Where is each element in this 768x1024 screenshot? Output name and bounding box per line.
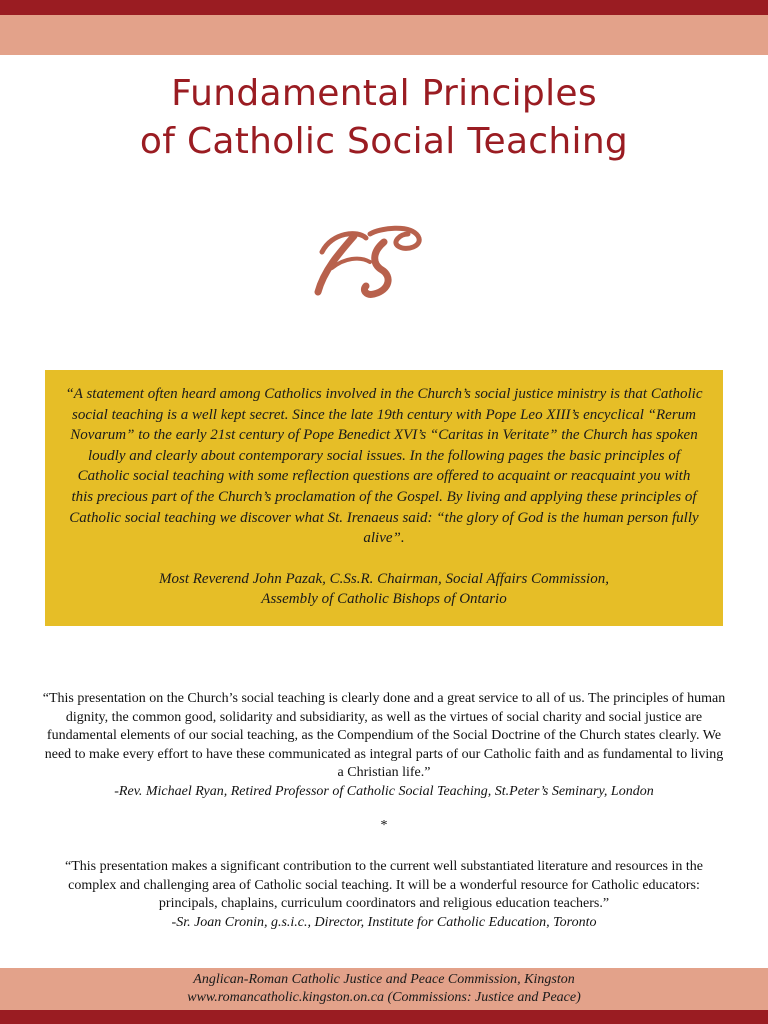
endorsement-signature: -Rev. Michael Ryan, Retired Professor of Catholic Social Teaching, St.Peter’s Seminary, London [114,783,654,799]
attribution-line-1: Most Reverend John Pazak, C.Ss.R. Chairman, Social Affairs Commission, [159,570,609,587]
footer-line-1: Anglican-Roman Catholic Justice and Peace Commission, Kingston [193,972,575,987]
footer-url[interactable]: www.romancatholic.kingston.on.ca (Commissions: Justice and Peace) [187,990,581,1005]
page-title [0,70,768,166]
intro-quote-attribution [65,569,703,610]
endorsement-2 [40,858,728,932]
endorsement-1 [40,690,728,802]
endorsement-signature: -Sr. Joan Cronin, g.s.i.c., Director, Institute for Catholic Education, Toronto [171,914,597,930]
top-band-dark [0,0,768,15]
bottom-band-dark [0,1010,768,1024]
title-line-2: of Catholic Social Teaching [139,121,629,162]
title-line-1: Fundamental Principles [171,73,597,114]
top-band-light [0,15,768,55]
attribution-line-2: Assembly of Catholic Bishops of Ontario [261,591,507,608]
footer-band [0,968,768,1010]
intro-quote-box [45,370,723,626]
endorsement-text: “This presentation makes a significant contribution to the current well substantiated literature and resources in the complex and challenging area of Catholic social teaching. It will be a wonderful resource for Catholic educators: principals, chaplains, curriculum coordinators and religious education teachers.” [65,859,703,912]
flourish-ornament-icon [310,222,428,302]
intro-quote-text: “A statement often heard among Catholics involved in the Church’s social justice ministry is that Catholic social teaching is a well kept secret. Since the late 19th century with Pope Leo XIII’s encyclical “Rerum Novarum” to the early 21st century of Pope Benedict XVI’s “Caritas in Veritate” the Church has spoken loudly and clearly about contemporary social issues. In the following pages the basic principles of Catholic social teaching with some reflection questions are offered to acquaint or reacquaint you with this precious part of the Church’s proclamation of the Gospel. By living and applying these principles of Catholic social teaching we discover what St. Irenaeus said: “the glory of God is the human person fully alive”. [65,386,703,547]
separator-star: * [380,818,388,833]
endorsement-text: “This presentation on the Church’s social teaching is clearly done and a great service to all of us. The principles of human dignity, the common good, solidarity and subsidiarity, as well as the virtues of social charity and social justice are fundamental elements of our social teaching, as the Compendium of the Social Doctrine of the Church states clearly. We need to make every effort to have these communicated as integral parts of our Catholic faith and as fundamental to living a Christian life.” [42,691,726,781]
